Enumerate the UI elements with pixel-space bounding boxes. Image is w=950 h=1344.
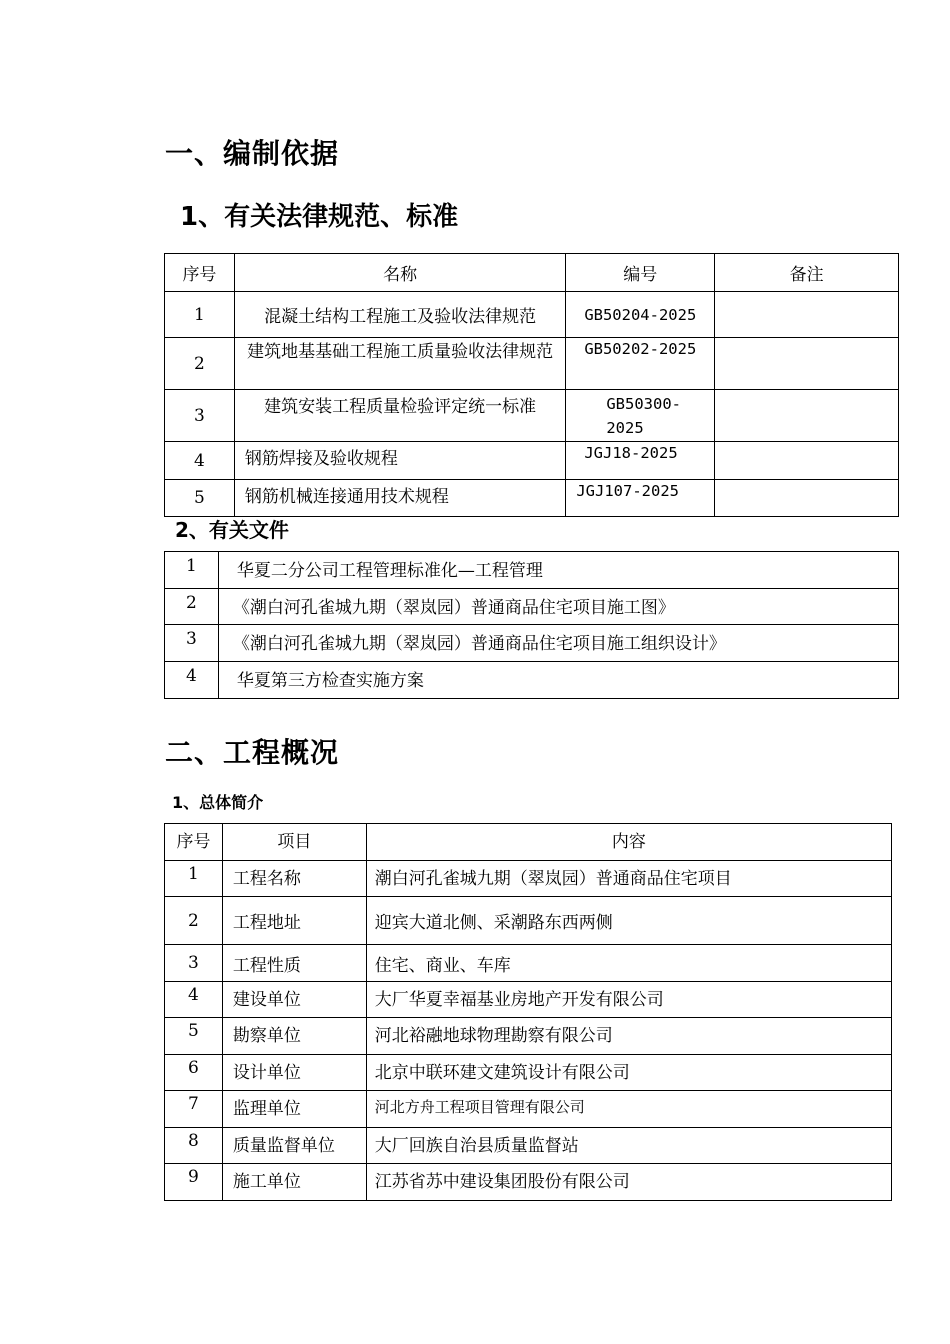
row-content: 迎宾大道北侧、采潮路东西两侧: [366, 897, 891, 945]
row-item: 质量监督单位: [222, 1128, 366, 1164]
row-no: 4: [165, 442, 235, 480]
row-code: JGJ107-2025: [566, 480, 715, 517]
table-row: [165, 442, 899, 480]
row-no: 3: [165, 390, 235, 442]
row-code: GB50300-2025: [566, 390, 715, 442]
row-no: 2: [165, 338, 235, 390]
row-item: 工程名称: [222, 861, 366, 897]
row-text: 《潮白河孔雀城九期（翠岚园）普通商品住宅项目施工图》: [218, 589, 898, 625]
table-row: [165, 1091, 892, 1128]
row-no: 3: [165, 625, 219, 662]
row-no: 7: [165, 1091, 223, 1128]
row-item: 工程地址: [222, 897, 366, 945]
table-row: [165, 390, 899, 442]
table-row: [165, 480, 899, 517]
row-note: [715, 480, 899, 517]
row-no: 4: [165, 982, 223, 1018]
row-content: 河北方舟工程项目管理有限公司: [366, 1091, 891, 1128]
row-code: GB50204-2025: [566, 292, 715, 338]
row-no: 3: [165, 945, 223, 982]
table-row: [165, 292, 899, 338]
subsection-heading-summary: 1、总体简介: [172, 793, 264, 812]
table-row: [165, 897, 892, 945]
row-no: 1: [165, 292, 235, 338]
overview-table: [164, 823, 892, 1201]
table-row: [165, 945, 892, 982]
table-row: [165, 1164, 892, 1201]
table-header-row: [165, 824, 892, 861]
documents-table: [164, 551, 899, 699]
row-name: 建筑安装工程质量检验评定统一标准: [234, 390, 565, 442]
col-header-note: 备注: [715, 254, 899, 292]
row-code: JGJ18-2025: [566, 442, 715, 480]
row-note: [715, 390, 899, 442]
col-header-no: 序号: [165, 254, 235, 292]
table-row: [165, 338, 899, 390]
row-name: 建筑地基基础工程施工质量验收法律规范: [234, 338, 565, 390]
col-header-code: 编号: [566, 254, 715, 292]
table-row: [165, 552, 899, 589]
row-content: 河北裕融地球物理勘察有限公司: [366, 1018, 891, 1055]
row-item: 设计单位: [222, 1055, 366, 1091]
section-heading-overview: 二、工程概况: [165, 736, 340, 769]
row-note: [715, 338, 899, 390]
row-code: GB50202-2025: [566, 338, 715, 390]
section-heading-basis: 一、编制依据: [165, 137, 340, 170]
table-row: [165, 1055, 892, 1091]
row-name: 钢筋焊接及验收规程: [234, 442, 565, 480]
row-content: 北京中联环建文建筑设计有限公司: [366, 1055, 891, 1091]
row-note: [715, 442, 899, 480]
table-row: [165, 982, 892, 1018]
row-no: 1: [165, 861, 223, 897]
table-row: [165, 662, 899, 699]
row-content: 潮白河孔雀城九期（翠岚园）普通商品住宅项目: [366, 861, 891, 897]
table-row: [165, 625, 899, 662]
table-header-row: [165, 254, 899, 292]
row-content: 大厂回族自治县质量监督站: [366, 1128, 891, 1164]
row-item: 勘察单位: [222, 1018, 366, 1055]
row-content: 大厂华夏幸福基业房地产开发有限公司: [366, 982, 891, 1018]
row-no: 5: [165, 480, 235, 517]
col-header-name: 名称: [234, 254, 565, 292]
row-no: 2: [165, 589, 219, 625]
col-header-no: 序号: [165, 824, 223, 861]
subsection-heading-documents: 2、有关文件: [175, 518, 289, 542]
row-no: 8: [165, 1128, 223, 1164]
row-name: 混凝土结构工程施工及验收法律规范: [234, 292, 565, 338]
row-item: 监理单位: [222, 1091, 366, 1128]
row-no: 2: [165, 897, 223, 945]
row-text: 《潮白河孔雀城九期（翠岚园）普通商品住宅项目施工组织设计》: [218, 625, 898, 662]
table-row: [165, 1018, 892, 1055]
row-no: 6: [165, 1055, 223, 1091]
row-no: 4: [165, 662, 219, 699]
row-note: [715, 292, 899, 338]
standards-table: [164, 253, 899, 517]
row-content: 江苏省苏中建设集团股份有限公司: [366, 1164, 891, 1201]
row-no: 9: [165, 1164, 223, 1201]
row-item: 施工单位: [222, 1164, 366, 1201]
col-header-content: 内容: [366, 824, 891, 861]
row-content: 住宅、商业、车库: [366, 945, 891, 982]
row-no: 5: [165, 1018, 223, 1055]
table-row: [165, 1128, 892, 1164]
row-no: 1: [165, 552, 219, 589]
row-name: 钢筋机械连接通用技术规程: [234, 480, 565, 517]
row-text: 华夏第三方检查实施方案: [218, 662, 898, 699]
row-item: 建设单位: [222, 982, 366, 1018]
table-row: [165, 589, 899, 625]
col-header-item: 项目: [222, 824, 366, 861]
table-row: [165, 861, 892, 897]
row-item: 工程性质: [222, 945, 366, 982]
row-text: 华夏二分公司工程管理标准化—工程管理: [218, 552, 898, 589]
subsection-heading-standards: 1、有关法律规范、标准: [180, 202, 459, 232]
